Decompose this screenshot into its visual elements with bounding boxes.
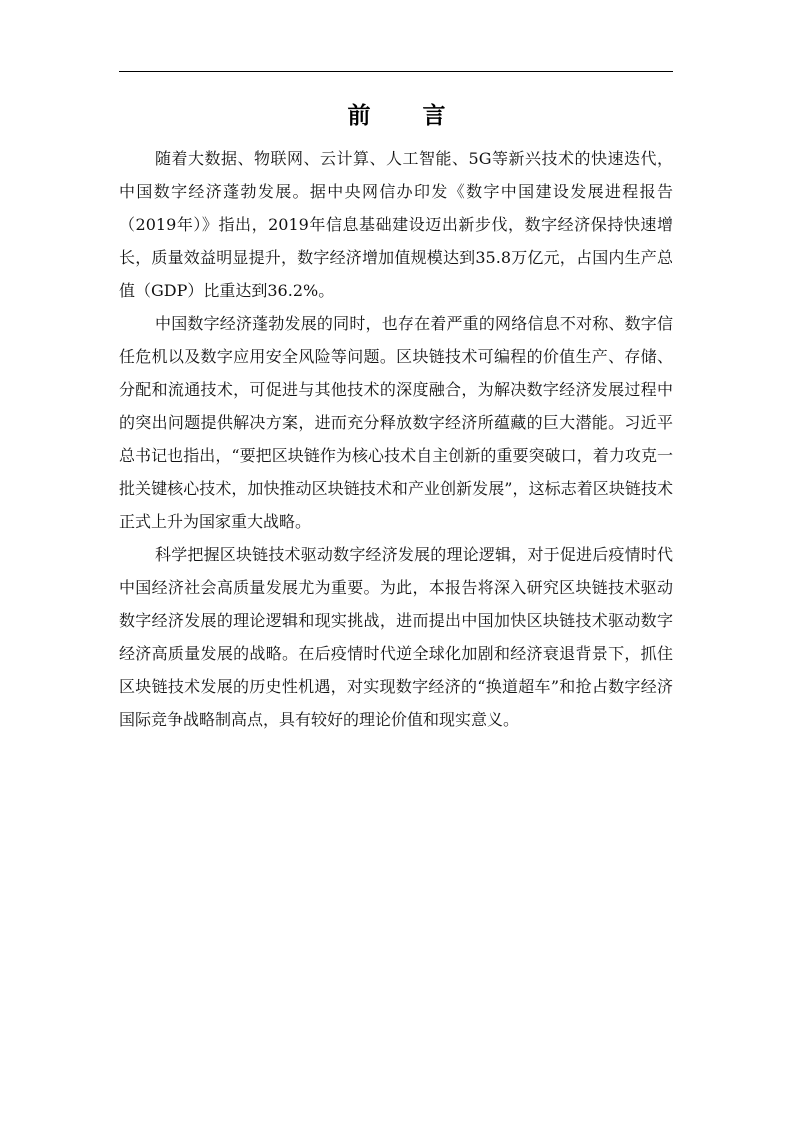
paragraph-1: 随着大数据、物联网、云计算、人工智能、5G等新兴技术的快速迭代，中国数字经济蓬勃发展。据中央网信办印发《数字中国建设发展进程报告（2019年）》指出，2019年信息基础建设迈出新步伐，数字经济保持快速增长，质量效益明显提升，数字经济增加值规模达到35.8万亿元，占国内生产总值（GDP）比重达到36.2%。: [119, 149, 673, 300]
paragraph-2: 中国数字经济蓬勃发展的同时，也存在着严重的网络信息不对称、数字信任危机以及数字应用安全风险等问题。区块链技术可编程的价值生产、存储、分配和流通技术，可促进与其他技术的深度融合，为解决数字经济发展过程中的突出问题提供解决方案，进而充分释放数字经济所蕴藏的巨大潜能。习近平总书记也指出，“要把区块链作为核心技术自主创新的重要突破口，着力攻克一批关键核心技术，加快推动区块链技术和产业创新发展”，这标志着区块链技术正式上升为国家重大战略。: [119, 314, 673, 531]
header-rule: [119, 71, 673, 72]
paragraph-3: 科学把握区块链技术驱动数字经济发展的理论逻辑，对于促进后疫情时代中国经济社会高质量发展尤为重要。为此，本报告将深入研究区块链技术驱动数字经济发展的理论逻辑和现实挑战，进而提出中国加快区块链技术驱动数字经济高质量发展的战略。在后疫情时代逆全球化加剧和经济衰退背景下，抓住区块链技术发展的历史性机遇，对实现数字经济的“换道超车”和抢占数字经济国际竞争战略制高点，具有较好的理论价值和现实意义。: [119, 545, 673, 729]
page-title: 前 言: [347, 103, 468, 129]
document-body: [119, 142, 673, 736]
